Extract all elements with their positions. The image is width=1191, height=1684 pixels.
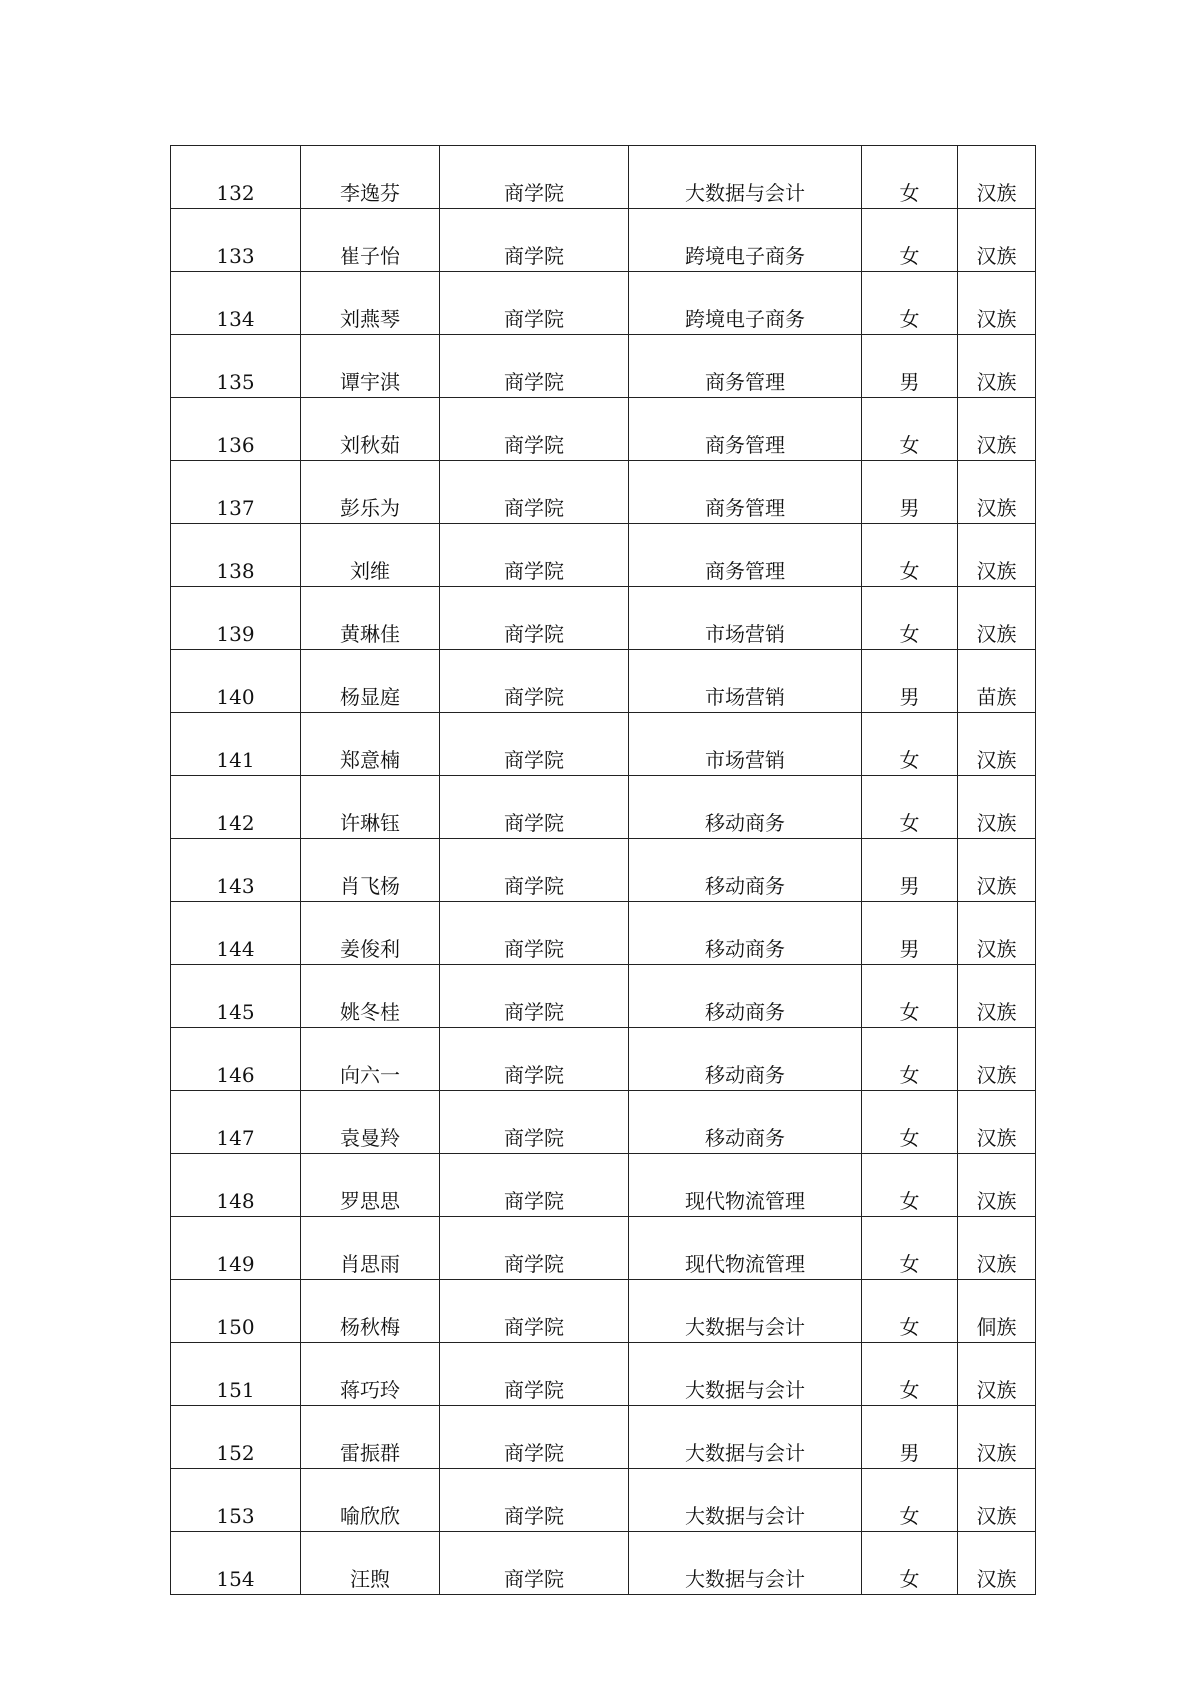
cell-college: 商学院 xyxy=(440,1469,629,1532)
cell-gender: 男 xyxy=(862,839,958,902)
cell-ethnicity: 侗族 xyxy=(958,1280,1036,1343)
table-row xyxy=(171,524,1036,587)
cell-major: 现代物流管理 xyxy=(629,1217,862,1280)
cell-gender: 男 xyxy=(862,650,958,713)
cell-gender: 女 xyxy=(862,587,958,650)
cell-ethnicity: 汉族 xyxy=(958,776,1036,839)
roster-body xyxy=(171,146,1036,1595)
table-row xyxy=(171,1343,1036,1406)
table-row xyxy=(171,902,1036,965)
cell-college: 商学院 xyxy=(440,650,629,713)
cell-college: 商学院 xyxy=(440,335,629,398)
table-row xyxy=(171,713,1036,776)
cell-ethnicity: 汉族 xyxy=(958,1469,1036,1532)
cell-major: 移动商务 xyxy=(629,1091,862,1154)
cell-ethnicity: 汉族 xyxy=(958,1028,1036,1091)
student-roster-table xyxy=(170,145,1036,1595)
cell-name: 喻欣欣 xyxy=(301,1469,440,1532)
cell-number: 142 xyxy=(171,776,301,839)
cell-number: 136 xyxy=(171,398,301,461)
cell-major: 商务管理 xyxy=(629,335,862,398)
cell-gender: 女 xyxy=(862,209,958,272)
table-row xyxy=(171,1028,1036,1091)
cell-major: 现代物流管理 xyxy=(629,1154,862,1217)
cell-ethnicity: 汉族 xyxy=(958,272,1036,335)
cell-number: 152 xyxy=(171,1406,301,1469)
cell-major: 大数据与会计 xyxy=(629,1532,862,1595)
cell-ethnicity: 汉族 xyxy=(958,839,1036,902)
cell-gender: 女 xyxy=(862,272,958,335)
cell-number: 133 xyxy=(171,209,301,272)
cell-gender: 女 xyxy=(862,1532,958,1595)
table-row xyxy=(171,1532,1036,1595)
cell-gender: 女 xyxy=(862,776,958,839)
cell-name: 袁曼羚 xyxy=(301,1091,440,1154)
cell-major: 商务管理 xyxy=(629,398,862,461)
cell-major: 移动商务 xyxy=(629,902,862,965)
cell-number: 137 xyxy=(171,461,301,524)
cell-ethnicity: 汉族 xyxy=(958,146,1036,209)
cell-major: 移动商务 xyxy=(629,965,862,1028)
cell-name: 肖飞杨 xyxy=(301,839,440,902)
cell-number: 147 xyxy=(171,1091,301,1154)
cell-gender: 女 xyxy=(862,146,958,209)
cell-number: 149 xyxy=(171,1217,301,1280)
cell-name: 汪煦 xyxy=(301,1532,440,1595)
table-row xyxy=(171,146,1036,209)
cell-number: 132 xyxy=(171,146,301,209)
cell-major: 商务管理 xyxy=(629,461,862,524)
cell-college: 商学院 xyxy=(440,398,629,461)
cell-number: 153 xyxy=(171,1469,301,1532)
cell-gender: 女 xyxy=(862,398,958,461)
table-row xyxy=(171,776,1036,839)
cell-college: 商学院 xyxy=(440,461,629,524)
cell-college: 商学院 xyxy=(440,272,629,335)
cell-college: 商学院 xyxy=(440,902,629,965)
cell-number: 144 xyxy=(171,902,301,965)
cell-ethnicity: 汉族 xyxy=(958,1154,1036,1217)
cell-gender: 女 xyxy=(862,965,958,1028)
table-row xyxy=(171,650,1036,713)
cell-college: 商学院 xyxy=(440,524,629,587)
cell-name: 姚冬桂 xyxy=(301,965,440,1028)
cell-name: 崔子怡 xyxy=(301,209,440,272)
cell-major: 大数据与会计 xyxy=(629,1280,862,1343)
cell-name: 姜俊利 xyxy=(301,902,440,965)
cell-name: 刘维 xyxy=(301,524,440,587)
cell-ethnicity: 汉族 xyxy=(958,1217,1036,1280)
cell-name: 杨显庭 xyxy=(301,650,440,713)
cell-number: 146 xyxy=(171,1028,301,1091)
cell-number: 143 xyxy=(171,839,301,902)
cell-number: 154 xyxy=(171,1532,301,1595)
cell-name: 李逸芬 xyxy=(301,146,440,209)
cell-name: 罗思思 xyxy=(301,1154,440,1217)
cell-name: 蒋巧玲 xyxy=(301,1343,440,1406)
table-row xyxy=(171,1217,1036,1280)
cell-ethnicity: 汉族 xyxy=(958,1091,1036,1154)
cell-college: 商学院 xyxy=(440,1343,629,1406)
cell-number: 140 xyxy=(171,650,301,713)
cell-major: 市场营销 xyxy=(629,650,862,713)
cell-number: 141 xyxy=(171,713,301,776)
cell-ethnicity: 汉族 xyxy=(958,461,1036,524)
cell-ethnicity: 汉族 xyxy=(958,1406,1036,1469)
cell-ethnicity: 汉族 xyxy=(958,902,1036,965)
cell-ethnicity: 汉族 xyxy=(958,1343,1036,1406)
cell-gender: 女 xyxy=(862,713,958,776)
cell-major: 市场营销 xyxy=(629,587,862,650)
cell-ethnicity: 汉族 xyxy=(958,209,1036,272)
cell-college: 商学院 xyxy=(440,1028,629,1091)
cell-name: 肖思雨 xyxy=(301,1217,440,1280)
cell-college: 商学院 xyxy=(440,776,629,839)
cell-gender: 女 xyxy=(862,1091,958,1154)
cell-major: 大数据与会计 xyxy=(629,1343,862,1406)
cell-gender: 女 xyxy=(862,1469,958,1532)
cell-gender: 男 xyxy=(862,902,958,965)
cell-name: 黄琳佳 xyxy=(301,587,440,650)
cell-college: 商学院 xyxy=(440,713,629,776)
cell-college: 商学院 xyxy=(440,1217,629,1280)
cell-college: 商学院 xyxy=(440,146,629,209)
cell-gender: 女 xyxy=(862,1343,958,1406)
cell-gender: 女 xyxy=(862,524,958,587)
cell-number: 135 xyxy=(171,335,301,398)
table-row xyxy=(171,587,1036,650)
table-row xyxy=(171,1280,1036,1343)
cell-ethnicity: 汉族 xyxy=(958,965,1036,1028)
cell-name: 杨秋梅 xyxy=(301,1280,440,1343)
table-row xyxy=(171,398,1036,461)
cell-number: 145 xyxy=(171,965,301,1028)
cell-major: 大数据与会计 xyxy=(629,1469,862,1532)
cell-major: 大数据与会计 xyxy=(629,146,862,209)
cell-gender: 女 xyxy=(862,1028,958,1091)
table-row xyxy=(171,335,1036,398)
cell-gender: 男 xyxy=(862,461,958,524)
cell-major: 市场营销 xyxy=(629,713,862,776)
cell-gender: 女 xyxy=(862,1217,958,1280)
cell-number: 138 xyxy=(171,524,301,587)
cell-major: 移动商务 xyxy=(629,839,862,902)
cell-ethnicity: 汉族 xyxy=(958,335,1036,398)
cell-major: 商务管理 xyxy=(629,524,862,587)
table-row xyxy=(171,965,1036,1028)
cell-ethnicity: 汉族 xyxy=(958,587,1036,650)
cell-number: 139 xyxy=(171,587,301,650)
cell-gender: 女 xyxy=(862,1154,958,1217)
cell-ethnicity: 汉族 xyxy=(958,1532,1036,1595)
cell-college: 商学院 xyxy=(440,1406,629,1469)
cell-number: 148 xyxy=(171,1154,301,1217)
cell-college: 商学院 xyxy=(440,587,629,650)
cell-ethnicity: 汉族 xyxy=(958,713,1036,776)
table-row xyxy=(171,461,1036,524)
cell-name: 郑意楠 xyxy=(301,713,440,776)
cell-name: 向六一 xyxy=(301,1028,440,1091)
cell-ethnicity: 苗族 xyxy=(958,650,1036,713)
cell-name: 许琳钰 xyxy=(301,776,440,839)
cell-college: 商学院 xyxy=(440,1532,629,1595)
cell-number: 151 xyxy=(171,1343,301,1406)
cell-number: 134 xyxy=(171,272,301,335)
table-row xyxy=(171,1406,1036,1469)
cell-college: 商学院 xyxy=(440,1091,629,1154)
cell-major: 移动商务 xyxy=(629,1028,862,1091)
cell-major: 大数据与会计 xyxy=(629,1406,862,1469)
cell-college: 商学院 xyxy=(440,1154,629,1217)
cell-name: 刘燕琴 xyxy=(301,272,440,335)
cell-name: 雷振群 xyxy=(301,1406,440,1469)
cell-name: 谭宇淇 xyxy=(301,335,440,398)
cell-college: 商学院 xyxy=(440,839,629,902)
cell-name: 彭乐为 xyxy=(301,461,440,524)
table-row xyxy=(171,1469,1036,1532)
table-row xyxy=(171,1154,1036,1217)
cell-name: 刘秋茹 xyxy=(301,398,440,461)
table-row xyxy=(171,1091,1036,1154)
cell-college: 商学院 xyxy=(440,1280,629,1343)
cell-ethnicity: 汉族 xyxy=(958,524,1036,587)
cell-major: 跨境电子商务 xyxy=(629,272,862,335)
cell-gender: 男 xyxy=(862,1406,958,1469)
cell-college: 商学院 xyxy=(440,209,629,272)
cell-major: 跨境电子商务 xyxy=(629,209,862,272)
cell-gender: 男 xyxy=(862,335,958,398)
cell-ethnicity: 汉族 xyxy=(958,398,1036,461)
table-row xyxy=(171,272,1036,335)
cell-gender: 女 xyxy=(862,1280,958,1343)
cell-number: 150 xyxy=(171,1280,301,1343)
cell-major: 移动商务 xyxy=(629,776,862,839)
table-row xyxy=(171,839,1036,902)
table-row xyxy=(171,209,1036,272)
cell-college: 商学院 xyxy=(440,965,629,1028)
